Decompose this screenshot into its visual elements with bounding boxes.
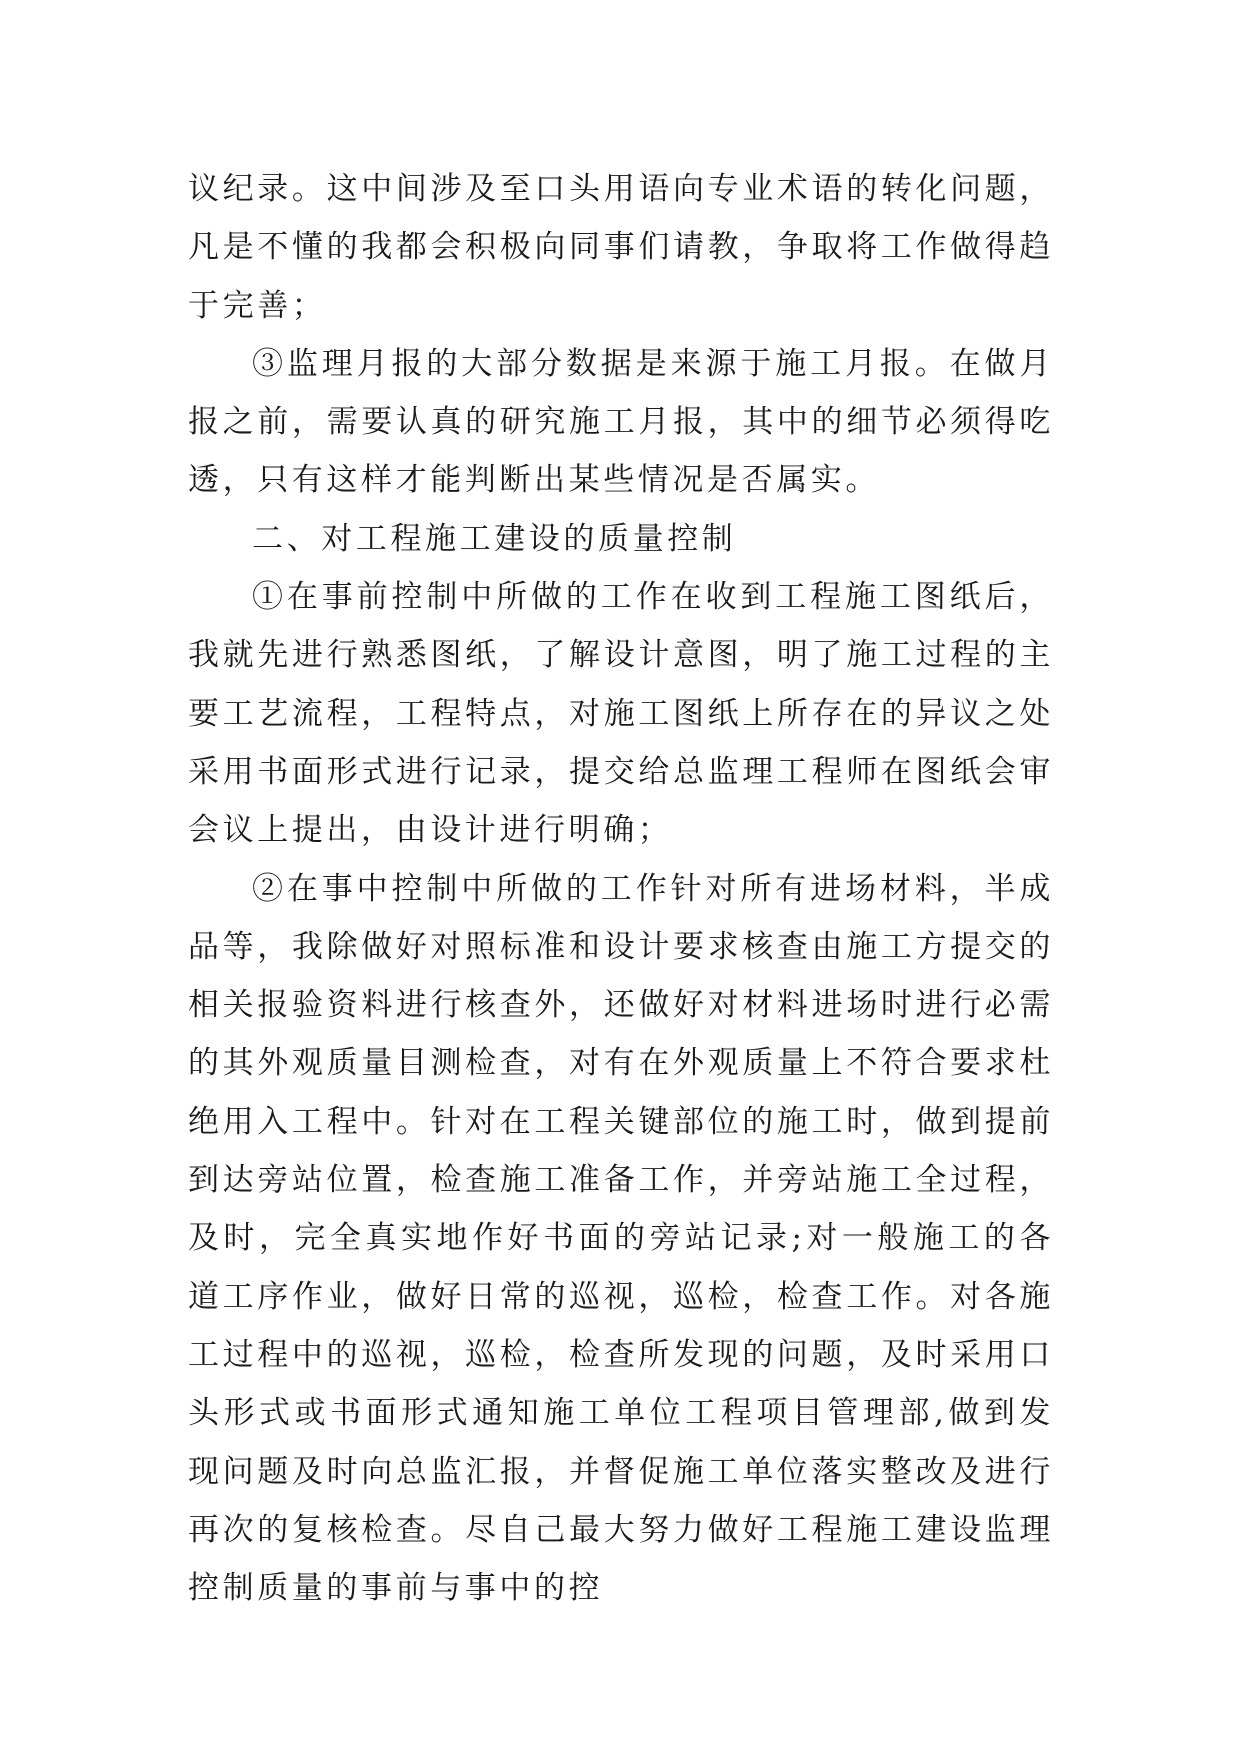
section-heading-quality-control: 二、对工程施工建设的质量控制 bbox=[252, 520, 737, 557]
paragraph-meeting-minutes: 议纪录。这中间涉及至口头用语向专业术语的转化问题，凡是不懂的我都会积极向同事们请教，争取将工作做得趋于完善； bbox=[188, 171, 1054, 324]
paragraph-in-process-control: ②在事中控制中所做的工作针对所有进场材料，半成品等，我除做好对照标准和设计要求核查由施工方提交的相关报验资料进行核查外，还做好对材料进场时进行必需的其外观质量目测检查，对有在外观质量上不符合要求杜绝用入工程中。针对在工程关键部位的施工时，做到提前到达旁站位置，检查施工准备工作，并旁站施工全过程，及时，完全真实地作好书面的旁站记录;对一般施工的各道工序作业，做好日常的巡视，巡检，检查工作。对各施工过程中的巡视，巡检，检查所发现的问题，及时采用口头形式或书面形式通知施工单位工程项目管理部,做到发现问题及时向总监汇报，并督促施工单位落实整改及进行再次的复核检查。尽自己最大努力做好工程施工建设监理控制质量的事前与事中的控 bbox=[188, 870, 1054, 1607]
body-text bbox=[188, 160, 1054, 1617]
paragraph-pre-control: ①在事前控制中所做的工作在收到工程施工图纸后，我就先进行熟悉图纸，了解设计意图，明了施工过程的主要工艺流程，工程特点，对施工图纸上所存在的异议之处采用书面形式进行记录，提交给总监理工程师在图纸会审会议上提出，由设计进行明确； bbox=[188, 579, 1054, 849]
paragraph-monthly-report: ③监理月报的大部分数据是来源于施工月报。在做月报之前，需要认真的研究施工月报，其中的细节必须得吃透，只有这样才能判断出某些情况是否属实。 bbox=[188, 345, 1054, 499]
